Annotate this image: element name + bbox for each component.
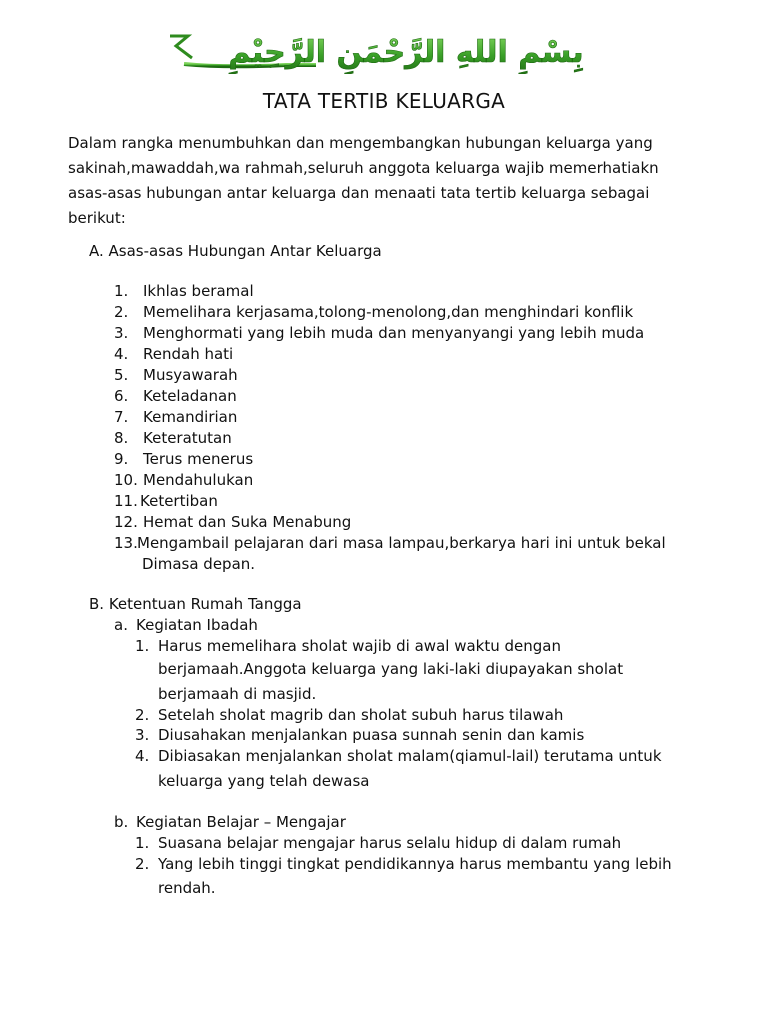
subsection-title: Kegiatan Ibadah xyxy=(136,616,258,634)
list-item xyxy=(114,386,237,406)
list-item-continuation: keluarga yang telah dewasa xyxy=(158,772,370,790)
list-item xyxy=(135,854,672,874)
list-item xyxy=(114,323,644,343)
list-item xyxy=(114,449,253,469)
item-number: 2. xyxy=(135,855,150,873)
item-text: Ketertiban xyxy=(140,492,218,510)
list-item-continuation: berjamaah di masjid. xyxy=(158,685,317,703)
list-item xyxy=(114,344,233,364)
item-number: 8. xyxy=(114,429,129,447)
intro-line: asas-asas hubungan antar keluarga dan menaati tata tertib keluarga sebagai xyxy=(68,184,650,202)
subsection-b-heading xyxy=(114,812,346,832)
list-item xyxy=(135,746,662,766)
item-number: 2. xyxy=(114,303,129,321)
item-text: Yang lebih tinggi tingkat pendidikannya harus membantu yang lebih xyxy=(158,855,672,873)
basmala-calligraphy-banner xyxy=(166,28,592,74)
item-text: Suasana belajar mengajar harus selalu hidup di dalam rumah xyxy=(158,834,622,852)
subsection-letter: a. xyxy=(114,616,128,634)
subsection-letter: b. xyxy=(114,813,129,831)
item-text: Keteladanan xyxy=(143,387,237,405)
list-item-continuation: Dimasa depan. xyxy=(142,555,256,573)
list-item xyxy=(135,833,621,853)
basmala-text: بِسْمِ اللهِ الرَّحْمَنِ الرَّحِيْمِ xyxy=(228,35,584,70)
item-text: Menghormati yang lebih muda dan menyanyangi yang lebih muda xyxy=(143,324,645,342)
list-item xyxy=(114,428,232,448)
item-number: 7. xyxy=(114,408,129,426)
intro-line: sakinah,mawaddah,wa rahmah,seluruh anggota keluarga wajib memerhatiakn xyxy=(68,159,659,177)
list-item xyxy=(114,302,633,322)
item-number: 13. xyxy=(114,534,138,552)
item-text: Mendahulukan xyxy=(143,471,254,489)
item-text: Keteratutan xyxy=(143,429,232,447)
item-text: Dibiasakan menjalankan sholat malam(qiamul-lail) terutama untuk xyxy=(158,747,662,765)
list-item xyxy=(135,725,584,745)
list-item xyxy=(114,365,238,385)
list-item xyxy=(114,533,666,553)
item-number: 10. xyxy=(114,471,138,489)
list-item xyxy=(114,281,254,301)
subsection-a-heading xyxy=(114,615,258,635)
item-number: 4. xyxy=(114,345,129,363)
intro-paragraph xyxy=(68,131,708,231)
item-text: Rendah hati xyxy=(143,345,234,363)
section-b-heading: B. Ketentuan Rumah Tangga xyxy=(89,595,302,613)
item-number: 1. xyxy=(114,282,129,300)
item-text: Mengambail pelajaran dari masa lampau,berkarya hari ini untuk bekal xyxy=(137,534,666,552)
item-number: 4. xyxy=(135,747,150,765)
intro-line: berikut: xyxy=(68,209,126,227)
item-text: Diusahakan menjalankan puasa sunnah senin dan kamis xyxy=(158,726,585,744)
item-text: Terus menerus xyxy=(143,450,254,468)
list-item-continuation: berjamaah.Anggota keluarga yang laki-laki diupayakan sholat xyxy=(158,660,624,678)
list-item xyxy=(114,470,253,490)
item-text: Harus memelihara sholat wajib di awal waktu dengan xyxy=(158,637,561,655)
item-text: Hemat dan Suka Menabung xyxy=(143,513,352,531)
list-item-continuation: rendah. xyxy=(158,879,216,897)
intro-line: Dalam rangka menumbuhkan dan mengembangkan hubungan keluarga yang xyxy=(68,134,653,152)
list-item xyxy=(114,491,218,511)
item-number: 6. xyxy=(114,387,129,405)
section-a-heading: A. Asas-asas Hubungan Antar Keluarga xyxy=(89,242,382,260)
item-text: Setelah sholat magrib dan sholat subuh harus tilawah xyxy=(158,706,564,724)
item-number: 3. xyxy=(135,726,150,744)
item-number: 1. xyxy=(135,637,150,655)
item-number: 11. xyxy=(114,492,138,510)
list-item xyxy=(114,512,351,532)
item-text: Musyawarah xyxy=(143,366,238,384)
item-number: 1. xyxy=(135,834,150,852)
item-number: 12. xyxy=(114,513,138,531)
item-number: 3. xyxy=(114,324,129,342)
list-item xyxy=(135,705,563,725)
item-text: Kemandirian xyxy=(143,408,238,426)
item-text: Ikhlas beramal xyxy=(143,282,254,300)
item-number: 2. xyxy=(135,706,150,724)
item-number: 9. xyxy=(114,450,129,468)
list-item xyxy=(135,636,561,656)
item-number: 5. xyxy=(114,366,129,384)
item-text: Memelihara kerjasama,tolong-menolong,dan menghindari konflik xyxy=(143,303,634,321)
list-item xyxy=(114,407,237,427)
document-title: TATA TERTIB KELUARGA xyxy=(262,89,506,113)
subsection-title: Kegiatan Belajar – Mengajar xyxy=(136,813,346,831)
